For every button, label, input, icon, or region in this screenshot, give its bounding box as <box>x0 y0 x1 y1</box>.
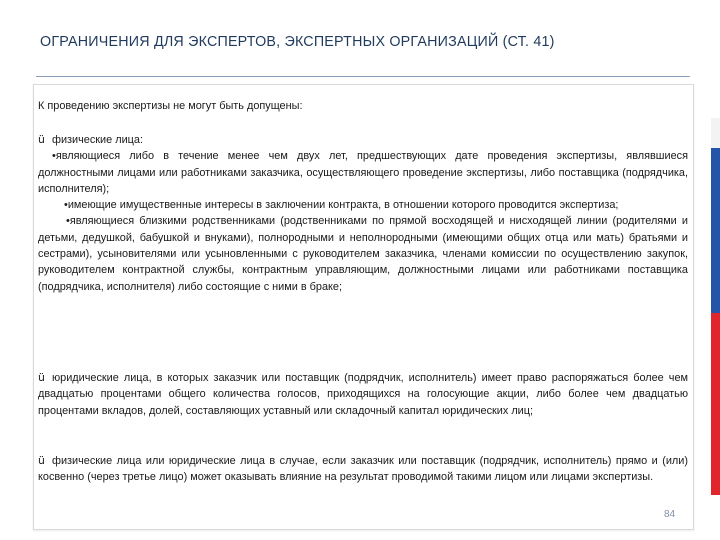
flag-stripe-blue <box>711 148 720 313</box>
sub-item-1: •являющиеся либо в течение менее чем двух лет, предшествующих дате проведения экспертизы, являвшиеся должностными лицами или работниками заказчика, осуществляющего проведение экспертизы, либо поставщика (подрядчика, исполнителя); <box>38 150 688 195</box>
bullet-head-text: физические лица: <box>52 134 143 146</box>
bullet-text: физические лица или юридические лица в случае, если заказчик или поставщик (подрядчик, исполнитель) прямо и (или) косвенно (через третье лицо) может оказывать влияние на результат проводимой такими лицом или лицами экспертизы. <box>38 455 688 484</box>
flag-stripe-red <box>711 313 720 495</box>
checkmark-icon: ü <box>38 454 45 467</box>
flag-stripe-white <box>711 118 720 148</box>
checkmark-icon: ü <box>38 133 45 146</box>
bullet-legal-entities <box>38 370 688 419</box>
sub-item-2: •имеющие имущественные интересы в заключении контракта, в отношении которого проводится экспертиза; <box>64 199 619 212</box>
bullet-physical-persons <box>38 132 688 295</box>
sub-item-3: •являющиеся близкими родственниками (родственниками по прямой восходящей и нисходящей линии (родителями и детьми, дедушкой, бабушкой и внуками), полнородными и неполнородными (имеющими общих отца или мать) братьями и сестрами), усыновителями или усыновленными с руководителем заказчика, членами комиссии по осуществлению закупок, руководителем контрактной службы, контрактным управляющим, должностными лицами или работниками поставщика (подрядчика, исполнителя) либо состоящие с ними в браке; <box>38 215 688 293</box>
bullet-influence <box>38 453 688 486</box>
bullet-head <box>38 132 688 148</box>
intro-text: К проведению экспертизы не могут быть допущены: <box>38 100 303 112</box>
page-number: 84 <box>664 509 676 520</box>
slide-title: ОГРАНИЧЕНИЯ ДЛЯ ЭКСПЕРТОВ, ЭКСПЕРТНЫХ ОРГАНИЗАЦИЙ (СТ. 41) <box>40 34 555 50</box>
bullet-text: юридические лица, в которых заказчик или поставщик (подрядчик, исполнитель) имеет право распоряжаться более чем двадцатью процентами общего количества голосов, приходящихся на голосующие акции, либо более чем двадцатью процентами вкладов, долей, составляющих уставный или складочный капитал юридических лиц; <box>38 372 688 417</box>
checkmark-icon: ü <box>38 371 45 384</box>
title-divider <box>36 76 690 77</box>
